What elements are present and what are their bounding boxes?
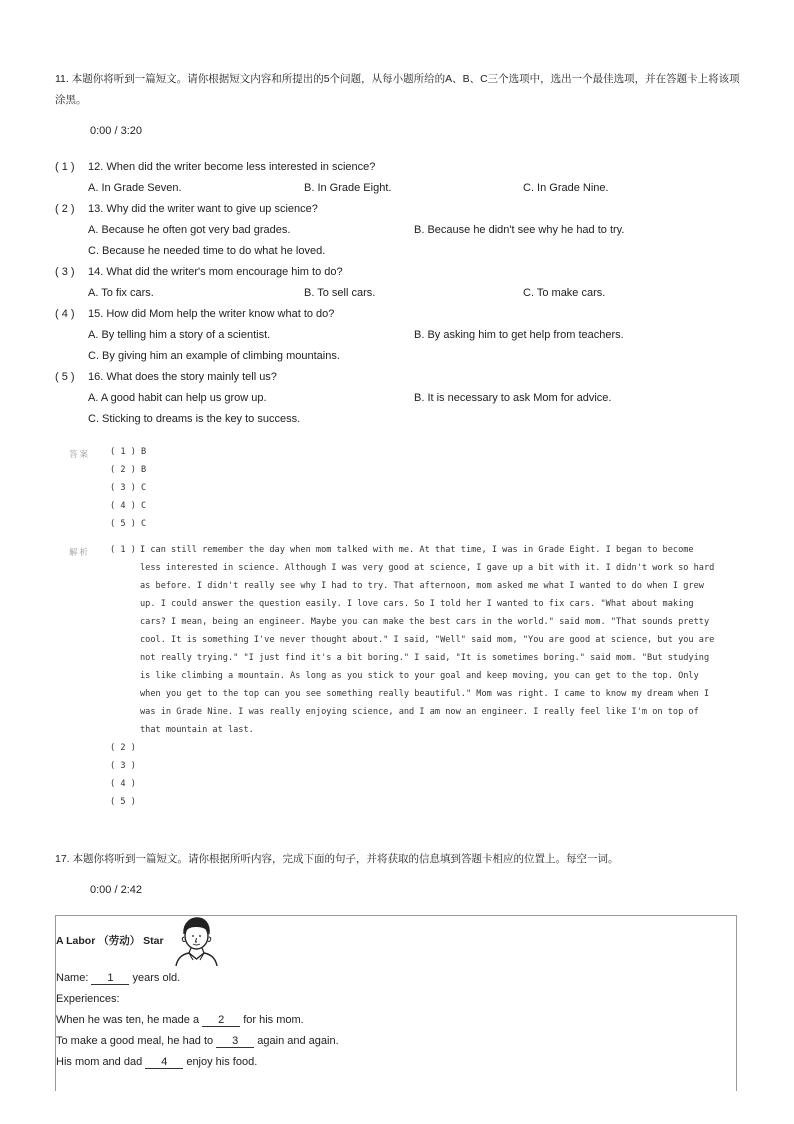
line4-prefix: His mom and dad	[56, 1056, 146, 1068]
option-c[interactable]: C. Sticking to dreams is the key to success.	[88, 413, 301, 425]
analysis-line: was in Grade Nine. I was really enjoying science, and I am now an engineer. I really feel like I'm on top of	[140, 707, 699, 717]
q17-audio-time[interactable]: 0:00 / 2:42	[90, 884, 142, 896]
option-a[interactable]: A. A good habit can help us grow up.	[88, 392, 267, 404]
question-number: ( 2 )	[55, 203, 75, 215]
q11-instruction-line1: 11. 本题你将听到一篇短文。请你根据短文内容和所提出的5个问题，从每小题所给的A、B、C三个选项中，选出一个最佳选项，并在答题卡上将该项	[55, 73, 740, 85]
question-text: 14. What did the writer's mom encourage him to do?	[88, 266, 343, 278]
answer-item: ( 2 ) B	[110, 465, 147, 475]
option-a[interactable]: A. Because he often got very bad grades.	[88, 224, 291, 236]
name-line	[56, 971, 180, 985]
option-b[interactable]: B. By asking him to get help from teachers.	[414, 329, 624, 341]
option-c[interactable]: C. To make cars.	[523, 287, 606, 299]
analysis-number: ( 4 )	[110, 779, 136, 789]
line3-suffix: again and again.	[254, 1035, 339, 1047]
analysis-number: ( 2 )	[110, 743, 136, 753]
line2-suffix: for his mom.	[240, 1014, 304, 1026]
experiences-label: Experiences:	[56, 993, 120, 1005]
option-b[interactable]: B. In Grade Eight.	[304, 182, 392, 194]
question-number: ( 3 )	[55, 266, 75, 278]
analysis-number: ( 3 )	[110, 761, 136, 771]
analysis-line: that mountain at last.	[140, 725, 254, 735]
analysis-line: up. I could answer the question easily. I love cars. So I told her I wanted to fix cars. "What about making	[140, 599, 694, 609]
question-number: ( 5 )	[55, 371, 75, 383]
question-text: 12. When did the writer become less interested in science?	[88, 161, 376, 173]
line2-prefix: When he was ten, he made a	[56, 1014, 203, 1026]
option-a[interactable]: A. To fix cars.	[88, 287, 154, 299]
option-b[interactable]: B. It is necessary to ask Mom for advice.	[414, 392, 612, 404]
option-a[interactable]: A. In Grade Seven.	[88, 182, 182, 194]
line4-suffix: enjoy his food.	[183, 1056, 258, 1068]
option-c[interactable]: C. Because he needed time to do what he loved.	[88, 245, 326, 257]
analysis-line: I can still remember the day when mom talked with me. At that time, I was in Grade Eight. I began to become	[140, 545, 694, 555]
blank-2[interactable]: 2	[202, 1014, 240, 1027]
answer-item: ( 3 ) C	[110, 483, 147, 493]
question-text: 13. Why did the writer want to give up science?	[88, 203, 318, 215]
analysis-number: ( 1 )	[110, 545, 136, 555]
analysis-line: is like climbing a mountain. As long as you stick to your goal and keep moving, you can get to the top. Only	[140, 671, 699, 681]
q11-audio-time[interactable]: 0:00 / 3:20	[90, 125, 142, 137]
blank-1[interactable]: 1	[91, 972, 129, 985]
answer-label: 答案	[69, 450, 91, 460]
labor-star-card	[55, 915, 737, 1091]
experience-line-2	[56, 1013, 304, 1027]
blank-4[interactable]: 4	[145, 1056, 183, 1069]
card-title: A Labor （劳动） Star	[56, 935, 164, 947]
option-b[interactable]: B. To sell cars.	[304, 287, 376, 299]
analysis-label: 解析	[69, 548, 91, 558]
q17-instruction: 17. 本题你将听到一篇短文。请你根据所听内容，完成下面的句子，并将获取的信息填到答题卡相应的位置上。每空一词。	[55, 853, 619, 865]
question-number: ( 1 )	[55, 161, 75, 173]
question-number: ( 4 )	[55, 308, 75, 320]
option-a[interactable]: A. By telling him a story of a scientist.	[88, 329, 271, 341]
option-b[interactable]: B. Because he didn't see why he had to try.	[414, 224, 625, 236]
answer-item: ( 4 ) C	[110, 501, 147, 511]
analysis-line: when you get to the top can you see something really beautiful." Mom was right. I came to know my dream when I	[140, 689, 710, 699]
answer-item: ( 1 ) B	[110, 447, 147, 457]
name-prefix: Name:	[56, 972, 92, 984]
question-text: 16. What does the story mainly tell us?	[88, 371, 277, 383]
analysis-line: not really trying." "I just find it's a bit boring." I said, "It is sometimes boring." said mom. "But studying	[140, 653, 710, 663]
analysis-number: ( 5 )	[110, 797, 136, 807]
analysis-line: as before. I didn't really see why I had to try. That afternoon, mom asked me what I wanted to do when I grew	[140, 581, 704, 591]
answer-item: ( 5 ) C	[110, 519, 147, 529]
blank-3[interactable]: 3	[216, 1035, 254, 1048]
option-c[interactable]: C. In Grade Nine.	[523, 182, 609, 194]
experience-line-3	[56, 1034, 339, 1048]
person-avatar-icon	[174, 916, 218, 966]
analysis-line: cars? I mean, being an engineer. Maybe you can make the best cars in the world." said mom. "That sounds pretty	[140, 617, 710, 627]
analysis-line: cool. It is something I've never thought about." I said, "Well" said mom, "You are good at science, but you are	[140, 635, 715, 645]
experience-line-4	[56, 1055, 257, 1069]
question-text: 15. How did Mom help the writer know what to do?	[88, 308, 335, 320]
q11-instruction-line2: 涂黑。	[55, 94, 87, 106]
analysis-line: less interested in science. Although I was very good at science, I gave up a bit with it. I didn't work so hard	[140, 563, 715, 573]
line3-prefix: To make a good meal, he had to	[56, 1035, 217, 1047]
option-c[interactable]: C. By giving him an example of climbing mountains.	[88, 350, 340, 362]
name-suffix: years old.	[129, 972, 181, 984]
